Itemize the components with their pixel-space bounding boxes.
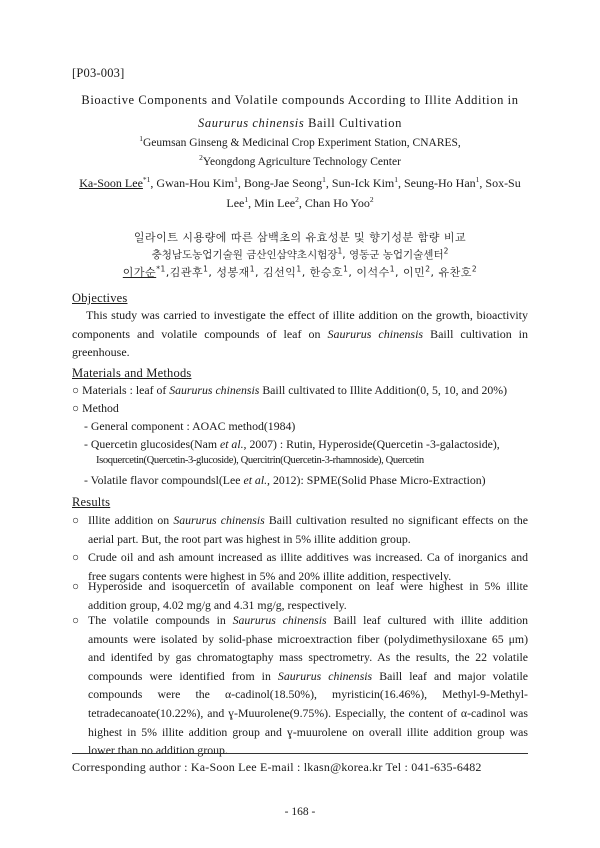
title-species: Saururus chinensis: [198, 116, 305, 130]
poster-code: [P03-003]: [72, 66, 125, 80]
korean-affiliation: 충청남도농업기술원 금산인삼약초시험장$^1$, 영동군 농업기술센터$^2$: [151, 246, 449, 261]
affiliation-2: $^2$Yeongdong Agriculture Technology Center: [199, 153, 401, 168]
methods-materials: ○ Materials : leaf of Saururus chinensis Baill cultivated to Illite Addition(0, 5, 10, and 20%): [72, 383, 508, 397]
title-line-2: [40, 116, 560, 131]
methods-volatile: - Volatile flavor compoundsl(Lee et al., 2012): SPME(Solid Phase Micro-Extraction): [84, 473, 486, 487]
methods-general: - General component : AOAC method(1984): [84, 419, 296, 433]
methods-quercetin: - Quercetin glucosides(Nam et al., 2007) : Rutin, Hyperoside(Quercetin -3-galactoside),: [84, 437, 500, 451]
methods-heading: Materials and Methods: [72, 366, 192, 380]
page-number: - 168 -: [284, 806, 316, 818]
title-line-1: Bioactive Components and Volatile compounds According to Illite Addition in: [81, 93, 519, 107]
result-item-3: ○ Hyperoside and isoquercetin of available component on leaf were highest in 5% illite addition group, 4.02 mg/g and 4.31 mg/g, respectively.: [72, 579, 528, 612]
korean-title: 일라이트 시용량에 따른 삼백초의 유효성분 및 향기성분 함량 비교: [133, 231, 467, 244]
results-heading: Results: [72, 495, 111, 509]
result-item-1: ○ Illite addition on Saururus chinensis Baill cultivation resulted no significant effects on the aerial part. But, the root part was highest in 5% illite addition group.: [72, 513, 529, 546]
corresponding-author: Corresponding author : Ka-Soon Lee E-mail : lkasn@korea.kr Tel : 041-635-6482: [72, 760, 482, 774]
methods-quercetin-cont: Isoquercetin(Quercetin-3-glucoside), Quercitrin(Quercetin-3-rhamnoside), Quercetin: [96, 455, 424, 466]
first-author: Ka-Soon Lee: [79, 176, 143, 190]
result-item-4: ○ The volatile compounds in Saururus chinensis Baill leaf cultured with illite addition amounts were isolated by solid-phase microextraction fiber (polydimethysiloxane 65 μm) and identifed by gas chromatogtaphy mass spectrometry. As the results, the 22 volatile compounds were identified from in Saururus chinensis Baill leaf and major volatile compounds were the α-cadinol(18.50%), myristicin(16.46%), Methyl-9-Methyl-tetradecanoate(10.22%), and ɣ-Muurolene(9.75%). Especially, the content of α-cadinol was highest in 5% illite addition group and ɣ-muurolene on overall illite addition group was lower than no addition group.: [72, 613, 529, 758]
objectives-heading: Objectives: [72, 291, 128, 305]
author-list-line-2: Lee$^1$, Min Lee$^2$, Chan Ho Yoo$^2$: [226, 195, 374, 210]
methods-method: ○ Method: [72, 401, 119, 415]
footer-divider: [72, 753, 528, 754]
result-item-2: ○ Crude oil and ash amount increased as illite additives was increased. Ca of inorganics and free sugars contents were highest in 5% and 20% illite addition, respectively.: [72, 550, 528, 583]
author-list-line-1: Ka-Soon Lee$^{*1}$, Gwan-Hou Kim$^1$, Bong-Jae Seong$^1$, Sun-Ick Kim$^1$, Seung-Ho Han$^1$, Sox-Su: [79, 175, 521, 190]
objectives-text: This study was carried to investigate the effect of illite addition on the growth, bioactivity components and volatile compounds of leaf on Saururus chinensis Baill cultivation in greenhouse.: [72, 308, 529, 359]
affiliation-1: $^1$Geumsan Ginseng & Medicinal Crop Experiment Station, CNARES,: [139, 134, 461, 149]
korean-authors: 이가순$^{*1}$,김관후$^1$, 성봉재$^1$, 김선익$^1$, 한승호$^1$, 이석수$^1$, 이민$^2$, 유찬호$^2$: [122, 264, 478, 279]
title-rest: Baill Cultivation: [308, 116, 402, 130]
